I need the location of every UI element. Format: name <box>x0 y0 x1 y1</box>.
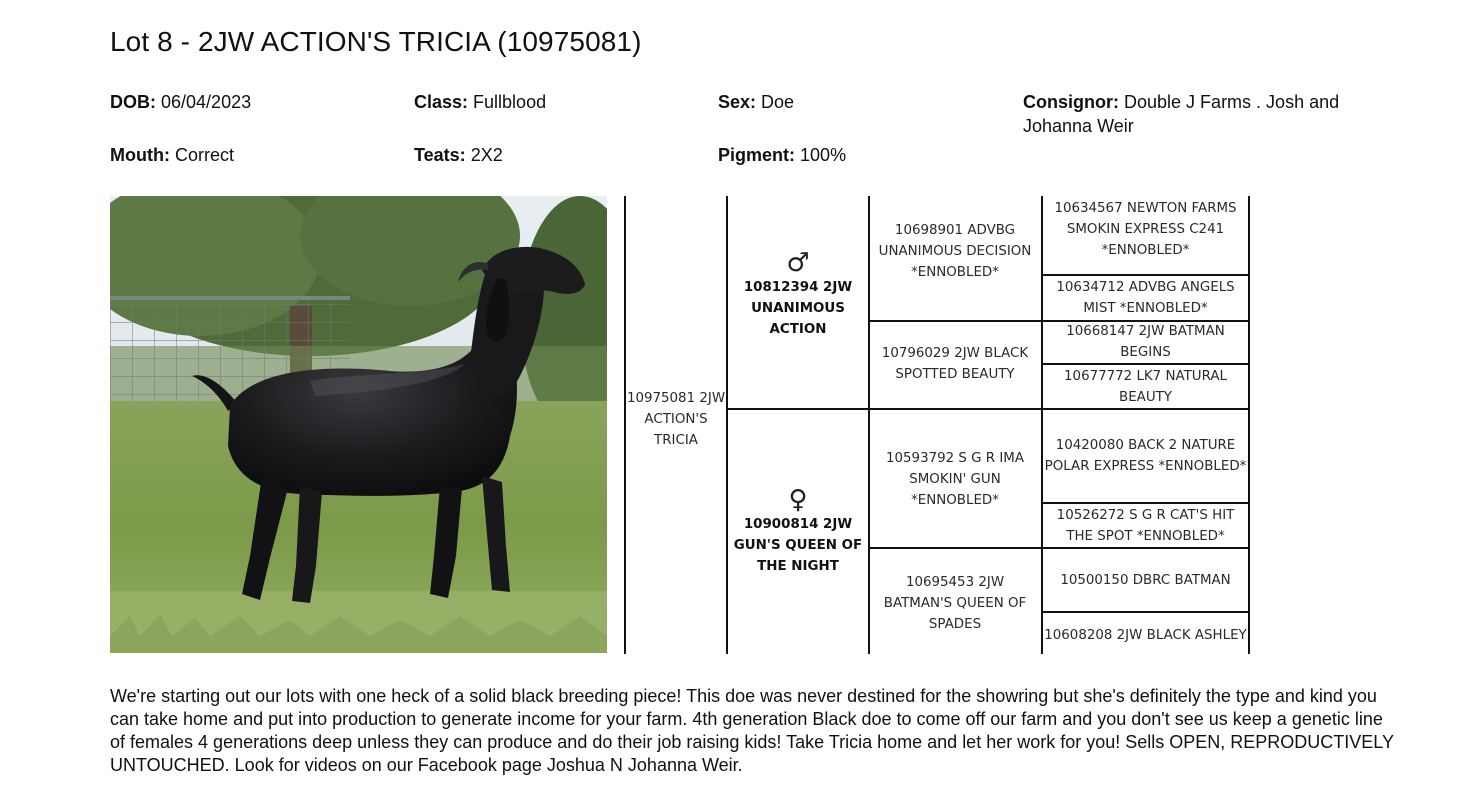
pigment-label: Pigment: <box>718 145 796 165</box>
dob-field <box>110 90 251 114</box>
sex-field <box>718 90 794 114</box>
dob-value: 06/04/2023 <box>161 92 252 112</box>
ped-dam-dam <box>872 570 1038 636</box>
class-value: Fullblood <box>473 92 547 112</box>
sex-value: Doe <box>761 92 795 112</box>
ped-ggp-6 <box>1044 504 1247 547</box>
consignor-field <box>1023 90 1353 138</box>
ped-ggp-1 <box>1044 196 1247 262</box>
ped-line <box>868 547 1250 549</box>
goat-photo-illustration <box>110 196 607 653</box>
mouth-label: Mouth: <box>110 145 170 165</box>
ped-sire-sire <box>872 218 1038 284</box>
mouth-value: Correct <box>174 145 234 165</box>
ped-ggp-8-text: 10608208 2JW BLACK ASHLEY <box>1044 627 1247 643</box>
ped-dam-sire <box>872 446 1038 512</box>
ped-subject-text: 10975081 2JW ACTION'S TRICIA <box>626 391 726 448</box>
ped-subject <box>626 388 726 451</box>
consignor-value: Double J Farms . Josh and Johanna Weir <box>1023 92 1340 136</box>
ped-ggp-7-text: 10500150 DBRC BATMAN <box>1060 572 1231 588</box>
lot-title: Lot 8 - 2JW ACTION'S TRICIA (10975081) <box>110 26 642 57</box>
ped-line <box>726 196 728 654</box>
goat-photo <box>110 196 607 653</box>
teats-label: Teats: <box>414 145 466 165</box>
mouth-field <box>110 143 234 167</box>
male-symbol-icon: ♂ <box>786 247 810 278</box>
ped-ggp-5-text: 10420080 BACK 2 NATURE POLAR EXPRESS *ENNOBLED* <box>1044 438 1247 474</box>
ped-ggp-1-text: 10634567 NEWTON FARMS SMOKIN EXPRESS C241 *ENNOBLED* <box>1054 200 1237 258</box>
ped-line <box>1041 274 1250 276</box>
ped-line <box>868 320 1250 322</box>
pigment-value: 100% <box>800 145 847 165</box>
ped-ggp-2-text: 10634712 ADVBG ANGELS MIST *ENNOBLED* <box>1056 280 1235 316</box>
ped-line <box>1248 196 1250 654</box>
ped-dam-sire-text: 10593792 S G R IMA SMOKIN' GUN *ENNOBLED* <box>885 450 1025 508</box>
ped-ggp-5 <box>1044 423 1247 489</box>
ped-ggp-3 <box>1044 321 1247 363</box>
ped-sire-text: 10812394 2JW UNANIMOUS ACTION <box>743 279 853 337</box>
teats-value: 2X2 <box>470 145 503 165</box>
ped-line <box>1041 363 1250 365</box>
lot-description: We're starting out our lots with one heck of a solid black breeding piece! This doe was never destined for the showring but she's definitely the type and kind you can take home and put into production to generate income for your farm. 4th generation Black doe to come off our farm and you don't see us keep a genetic line of females 4 generations deep unless they can produce and do their job raising kids! Take Tricia home and let her work for you! Sells OPEN, REPRODUCTIVELY UNTOUCHED. Look for videos on our Facebook page Joshua N Johanna Weir. <box>110 686 1394 775</box>
ped-ggp-2 <box>1044 276 1247 320</box>
ped-line <box>726 408 1250 410</box>
ped-ggp-3-text: 10668147 2JW BATMAN BEGINS <box>1066 324 1225 360</box>
class-field <box>414 90 546 114</box>
ped-ggp-8 <box>1044 613 1247 657</box>
ped-dam-text: 10900814 2JW GUN'S QUEEN OF THE NIGHT <box>733 516 863 574</box>
ped-sire-dam-text: 10796029 2JW BLACK SPOTTED BEAUTY <box>881 346 1029 382</box>
ped-dam <box>728 482 868 580</box>
ped-ggp-4 <box>1044 365 1247 408</box>
ped-sire <box>728 246 868 342</box>
ped-ggp-7 <box>1044 549 1247 611</box>
ped-line <box>1041 502 1250 504</box>
ped-sire-dam <box>872 342 1038 386</box>
consignor-label: Consignor: <box>1023 92 1119 112</box>
ped-line <box>1041 611 1250 613</box>
ped-dam-dam-text: 10695453 2JW BATMAN'S QUEEN OF SPADES <box>883 574 1027 632</box>
ped-line <box>868 196 870 654</box>
ped-ggp-6-text: 10526272 S G R CAT'S HIT THE SPOT *ENNOBLED* <box>1056 507 1235 544</box>
pigment-field <box>718 143 846 167</box>
ped-line <box>1041 196 1043 654</box>
ped-line <box>624 196 626 654</box>
teats-field <box>414 143 503 167</box>
ped-ggp-4-text: 10677772 LK7 NATURAL BEAUTY <box>1064 368 1227 405</box>
sex-label: Sex: <box>718 92 757 112</box>
ped-sire-sire-text: 10698901 ADVBG UNANIMOUS DECISION *ENNOBLED* <box>878 222 1032 280</box>
female-symbol-icon: ♀ <box>788 484 808 515</box>
dob-label: DOB: <box>110 92 156 112</box>
class-label: Class: <box>414 92 469 112</box>
